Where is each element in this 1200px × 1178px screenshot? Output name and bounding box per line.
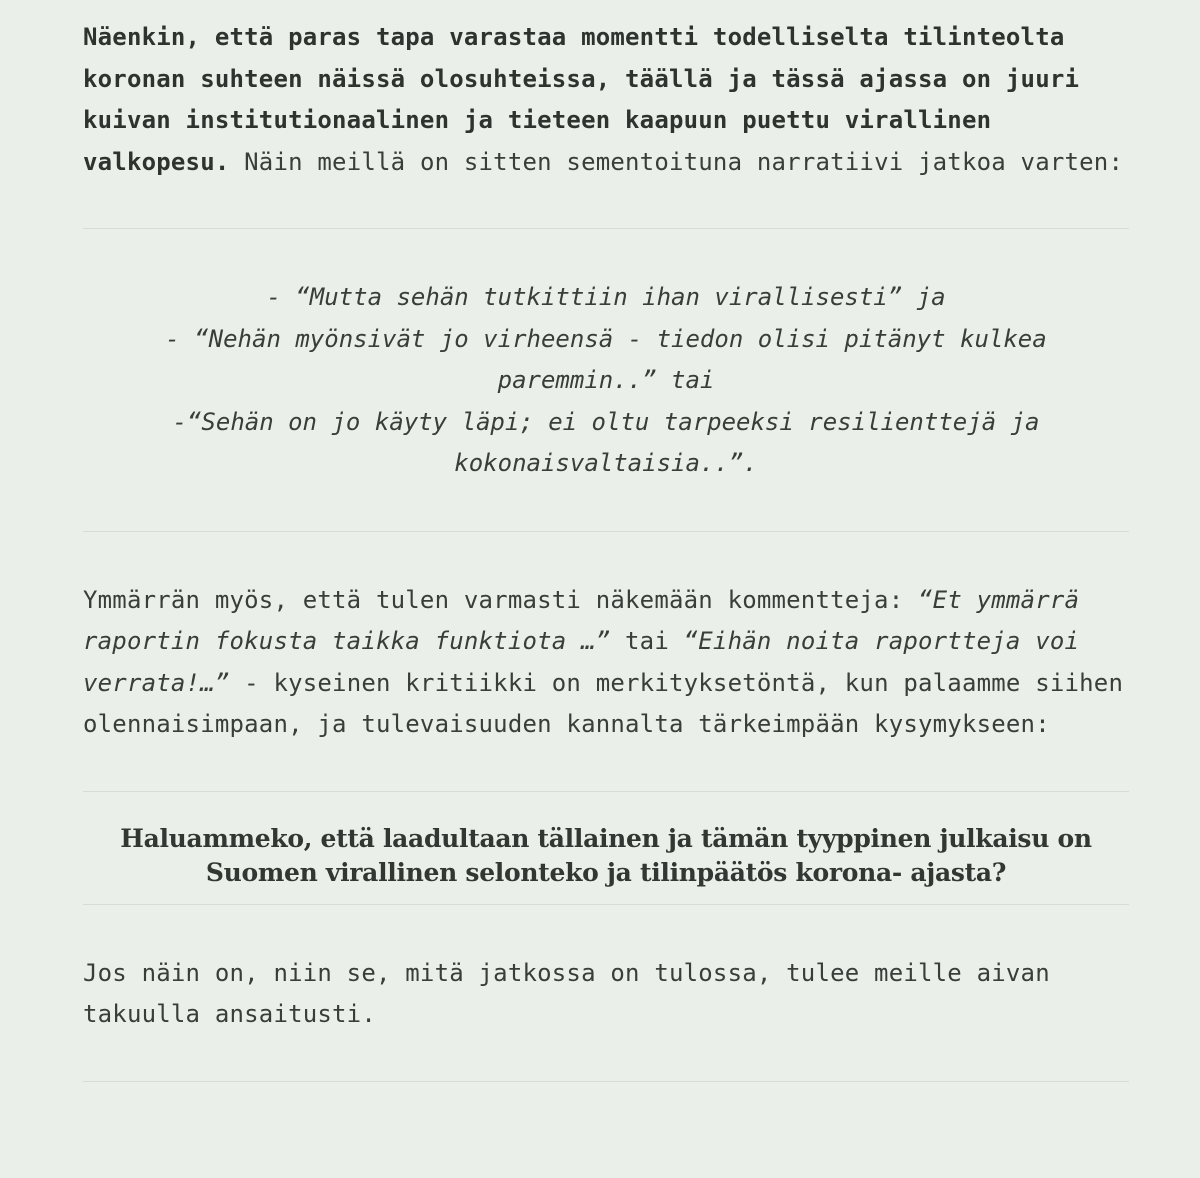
criticism-quote-1: “Et ymmärrä raportin fokusta taikka funktiota …”: [83, 585, 1080, 655]
criticism-paragraph: [83, 580, 1129, 746]
intro-bold-text: Näenkin, että paras tapa varastaa momentti todelliselta tilinteolta koronan suhteen näissä olosuhteissa, täällä ja tässä ajassa on juuri kuivan institutionaalinen ja tieteen kaapuun puettu virallinen valkopesu.: [83, 23, 1080, 176]
intro-paragraph: [83, 17, 1129, 183]
key-question-heading: Haluammeko, että laadultaan tällainen ja tämän tyyppinen julkaisu on Suomen virallinen selonteko ja tilinpäätös korona- ajasta?: [120, 823, 1092, 887]
section-divider: [83, 1081, 1129, 1082]
article-body: [83, 0, 1129, 1082]
criticism-middle: tai: [610, 627, 684, 655]
quote-line-3: -“Sehän on jo käyty läpi; ei oltu tarpeeksi resilienttejä ja kokonaisvaltaisia..”.: [172, 407, 1040, 477]
criticism-tail: - kyseinen kritiikki on merkityksetöntä, kun palaamme siihen olennaisimpaan, ja tulevaisuuden kannalta tärkeimpään kysymykseen:: [83, 668, 1124, 738]
section-divider: [83, 228, 1129, 229]
section-divider: [83, 904, 1129, 905]
intro-normal-text: Näin meillä on sitten sementoituna narratiivi jatkoa varten:: [229, 147, 1124, 176]
criticism-quote-2: “Eihän noita raportteja voi verrata!…”: [83, 627, 1080, 697]
quote-line-1: - “Mutta sehän tutkittiin ihan virallisesti” ja: [266, 283, 946, 311]
section-divider: [83, 531, 1129, 532]
criticism-lead: Ymmärrän myös, että tulen varmasti näkemään kommentteja:: [83, 585, 919, 614]
quote-line-2: - “Nehän myönsivät jo virheensä - tiedon olisi pitänyt kulkea paremmin..” tai: [165, 324, 1047, 394]
closing-paragraph: Jos näin on, niin se, mitä jatkossa on tulossa, tulee meille aivan takuulla ansaitusti.: [83, 958, 1050, 1028]
quote-block: [83, 277, 1129, 485]
section-divider: [83, 791, 1129, 792]
